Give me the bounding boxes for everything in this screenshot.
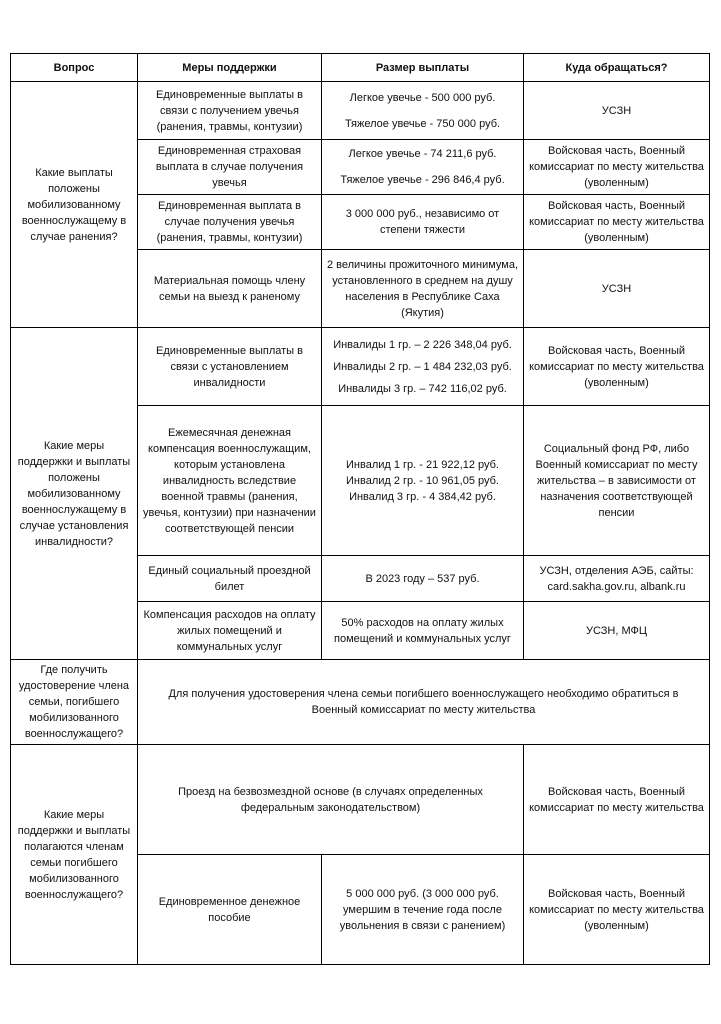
- amount-cell: 5 000 000 руб. (3 000 000 руб. умершим в течение года после увольнения в связи с ранением): [322, 855, 524, 965]
- measure-cell: Ежемесячная денежная компенсация военнослужащим, которым установлена инвалидность вследствие военной травмы (ранения, увечья, контузии) при назначении соответствующей пенсии: [138, 406, 322, 556]
- measure-cell: Единовременная страховая выплата в случае получения увечья: [138, 140, 322, 195]
- amount-cell: [322, 328, 524, 406]
- amount-line: Легкое увечье - 500 000 руб.: [349, 91, 496, 104]
- amount-line: Инвалиды 2 гр. – 1 484 232,03 руб.: [333, 360, 512, 373]
- support-measures-table: [10, 53, 710, 965]
- amount-cell: 50% расходов на оплату жилых помещений и коммунальных услуг: [322, 602, 524, 660]
- where-cell: УСЗН, МФЦ: [524, 602, 710, 660]
- amount-cell: 3 000 000 руб., независимо от степени тяжести: [322, 195, 524, 250]
- measure-cell: Компенсация расходов на оплату жилых помещений и коммунальных услуг: [138, 602, 322, 660]
- where-cell: Войсковая часть, Военный комиссариат по месту жительства: [524, 745, 710, 855]
- measure-cell: Единовременные выплаты в связи с получением увечья (ранения, травмы, контузии): [138, 82, 322, 140]
- question-injury: Какие выплаты положены мобилизованному военнослужащему в случае ранения?: [11, 82, 138, 328]
- header-question: Вопрос: [11, 54, 138, 82]
- amount-line: Легкое увечье - 74 211,6 руб.: [348, 148, 497, 160]
- header-amount: Размер выплаты: [322, 54, 524, 82]
- amount-line: Инвалид 3 гр. - 4 384,42 руб.: [349, 490, 496, 503]
- header-row: [11, 54, 710, 82]
- table-row: [11, 328, 710, 406]
- header-measures: Меры поддержки: [138, 54, 322, 82]
- where-cell: УСЗН: [524, 82, 710, 140]
- measure-cell: Единовременные выплаты в связи с установлением инвалидности: [138, 328, 322, 406]
- measure-cell: Единовременное денежное пособие: [138, 855, 322, 965]
- where-cell: Войсковая часть, Военный комиссариат по месту жительства (уволенным): [524, 328, 710, 406]
- question-family: Какие меры поддержки и выплаты полагаются членам семьи погибшего мобилизованного военнослужащего?: [11, 745, 138, 965]
- amount-line: Инвалид 2 гр. - 10 961,05 руб.: [346, 474, 499, 487]
- question-disability: Какие меры поддержки и выплаты положены мобилизованному военнослужащему в случае установления инвалидности?: [11, 328, 138, 660]
- where-cell: Войсковая часть, Военный комиссариат по месту жительства (уволенным): [524, 855, 710, 965]
- amount-line: Тяжелое увечье - 750 000 руб.: [344, 117, 501, 130]
- measure-cell: Проезд на безвозмездной основе (в случаях определенных федеральным законодательством): [138, 745, 524, 855]
- where-cell: Войсковая часть, Военный комиссариат по месту жительства (уволенным): [524, 195, 710, 250]
- where-cell: Войсковая часть, Военный комиссариат по месту жительства (уволенным): [524, 140, 710, 195]
- where-cell: УСЗН, отделения АЭБ, сайты: card.sakha.gov.ru, albank.ru: [524, 556, 710, 602]
- measure-cell: Единовременная выплата в случае получения увечья (ранения, травмы, контузии): [138, 195, 322, 250]
- where-cell: Социальный фонд РФ, либо Военный комиссариат по месту жительства – в зависимости от назначения соответствующей пенсии: [524, 406, 710, 556]
- table-row: [11, 660, 710, 745]
- answer-cell: Для получения удостоверения члена семьи погибшего военнослужащего необходимо обратиться в Военный комиссариат по месту жительства: [138, 660, 710, 745]
- table-row: [11, 82, 710, 140]
- header-where: Куда обращаться?: [524, 54, 710, 82]
- amount-line: Инвалиды 1 гр. – 2 226 348,04 руб.: [333, 338, 512, 351]
- table-row: [11, 745, 710, 855]
- amount-cell: [322, 140, 524, 195]
- amount-cell: 2 величины прожиточного минимума, установленного в среднем на душу населения в Республике Саха (Якутия): [322, 250, 524, 328]
- amount-line: Тяжелое увечье - 296 846,4 руб.: [340, 174, 505, 186]
- where-cell: УСЗН: [524, 250, 710, 328]
- amount-line: Инвалид 1 гр. - 21 922,12 руб.: [346, 458, 499, 471]
- measure-cell: Единый социальный проездной билет: [138, 556, 322, 602]
- amount-cell: [322, 82, 524, 140]
- amount-cell: В 2023 году – 537 руб.: [322, 556, 524, 602]
- amount-cell: [322, 406, 524, 556]
- measure-cell: Материальная помощь члену семьи на выезд к раненому: [138, 250, 322, 328]
- question-certificate: Где получить удостоверение члена семьи, погибшего мобилизованного военнослужащего?: [11, 660, 138, 745]
- amount-line: Инвалиды 3 гр. – 742 116,02 руб.: [338, 382, 507, 395]
